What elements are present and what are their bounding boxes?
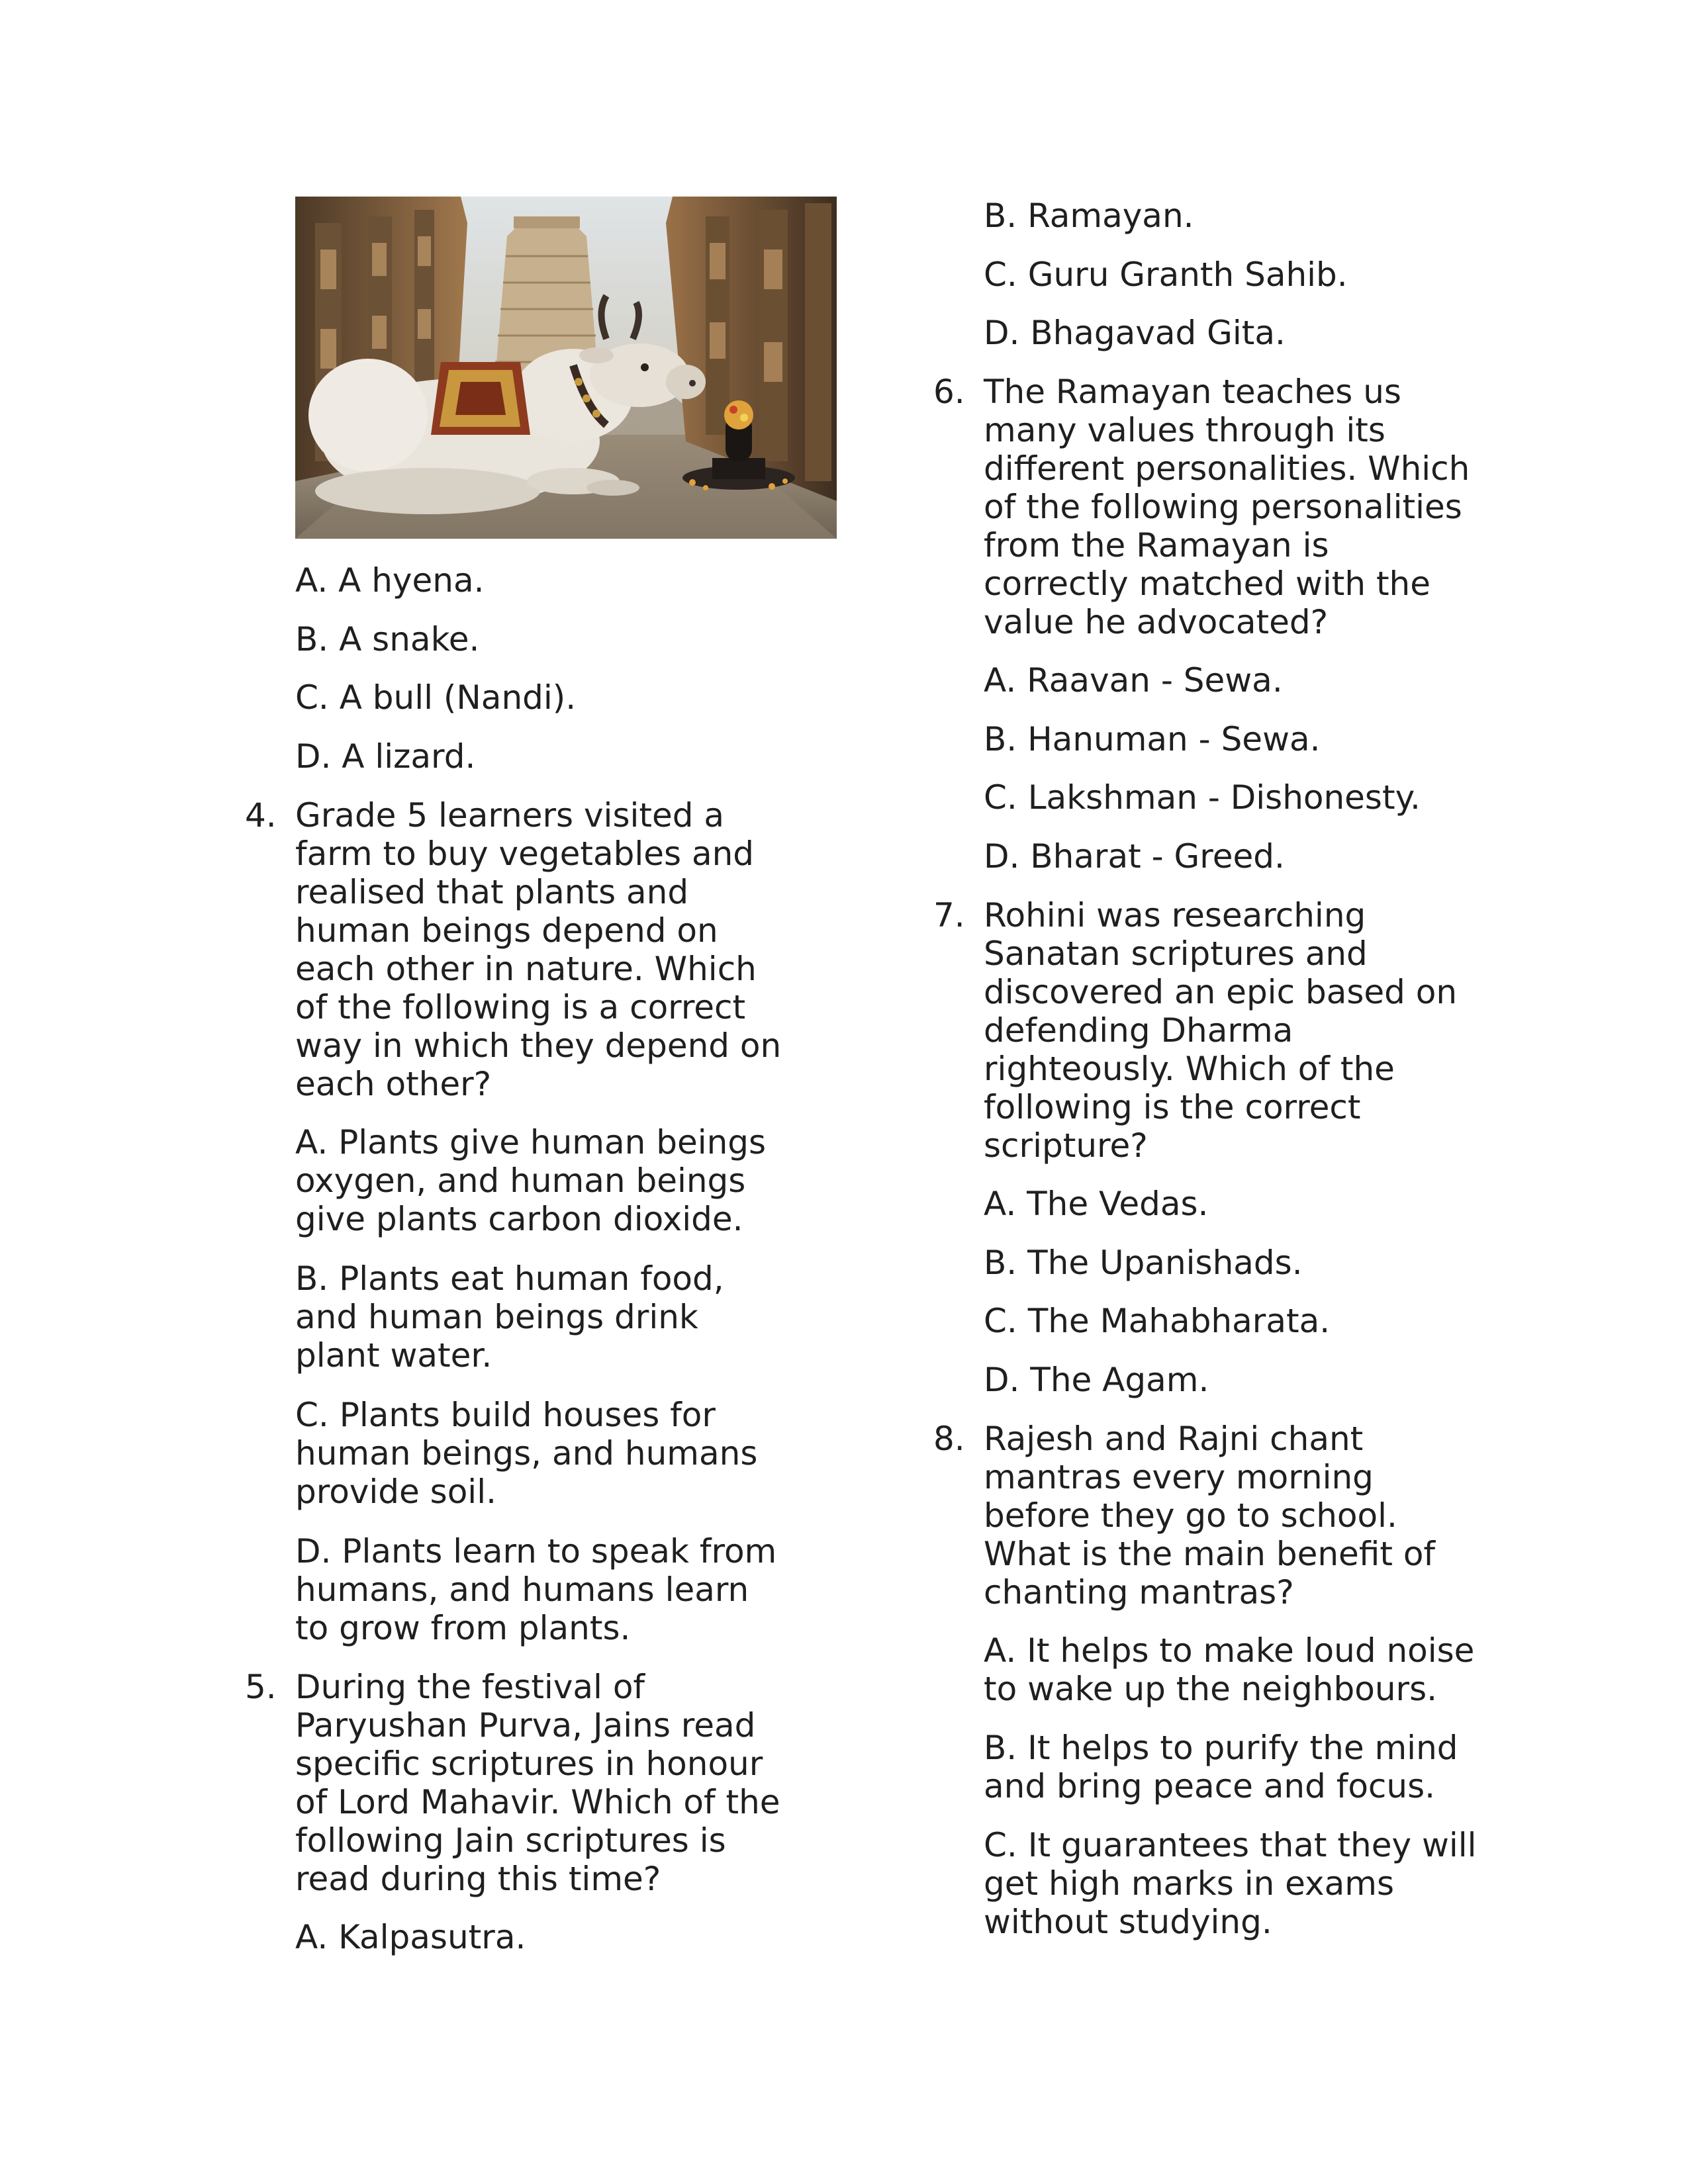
q4-option-b[interactable]: B. Plants eat human food, and human beings drink plant water. [295, 1259, 724, 1375]
q8-option-c[interactable]: C. It guarantees that they will get high marks in exams without studying. [984, 1826, 1477, 1941]
q8-option-b[interactable]: B. It helps to purify the mind and bring peace and focus. [984, 1729, 1458, 1805]
q6-option-d[interactable]: D. Bharat - Greed. [984, 837, 1285, 876]
question-4-text: Grade 5 learners visited a farm to buy vegetables and realised that plants and human beings depend on each other in nature. Which of the following is a correct way in which they depend on each other? [295, 796, 782, 1103]
q4-option-a[interactable]: A. Plants give human beings oxygen, and human beings give plants carbon dioxide. [295, 1123, 767, 1238]
question-5-number: 5. [245, 1668, 277, 1706]
q3-option-b[interactable]: B. A snake. [295, 620, 480, 659]
q6-option-c[interactable]: C. Lakshman - Dishonesty. [984, 778, 1421, 817]
q4-option-c[interactable]: C. Plants build houses for human beings, and humans provide soil. [295, 1396, 758, 1511]
q4-option-d[interactable]: D. Plants learn to speak from humans, and humans learn to grow from plants. [295, 1532, 777, 1647]
question-8-number: 8. [933, 1420, 965, 1458]
question-5-text: During the festival of Paryushan Purva, Jains read specific scriptures in honour of Lord Mahavir. Which of the following Jain scriptures is read during this time? [295, 1668, 780, 1898]
q3-option-c[interactable]: C. A bull (Nandi). [295, 678, 577, 717]
q5-option-a[interactable]: A. Kalpasutra. [295, 1918, 526, 1956]
question-4-number: 4. [245, 796, 277, 835]
q5-option-b[interactable]: B. Ramayan. [984, 197, 1194, 235]
question-7-number: 7. [933, 896, 965, 934]
q6-option-b[interactable]: B. Hanuman - Sewa. [984, 720, 1321, 758]
temple-bull-photo [295, 197, 837, 539]
q5-option-c[interactable]: C. Guru Granth Sahib. [984, 255, 1348, 294]
question-6-text: The Ramayan teaches us many values through its different personalities. Which of the following personalities from the Ramayan is correctly matched with the value he advocated? [984, 373, 1470, 641]
question-7-text: Rohini was researching Sanatan scriptures and discovered an epic based on defending Dharma righteously. Which of the following is the correct scripture? [984, 896, 1458, 1165]
q6-option-a[interactable]: A. Raavan - Sewa. [984, 661, 1283, 700]
q3-option-a[interactable]: A. A hyena. [295, 561, 485, 600]
q3-option-d[interactable]: D. A lizard. [295, 737, 476, 776]
q5-option-d[interactable]: D. Bhagavad Gita. [984, 314, 1286, 352]
temple-bull-illustration [295, 197, 837, 539]
q7-option-d[interactable]: D. The Agam. [984, 1361, 1209, 1399]
q7-option-b[interactable]: B. The Upanishads. [984, 1244, 1303, 1282]
question-6-number: 6. [933, 373, 965, 411]
q8-option-a[interactable]: A. It helps to make loud noise to wake up the neighbours. [984, 1631, 1475, 1708]
q7-option-a[interactable]: A. The Vedas. [984, 1185, 1209, 1223]
question-8-text: Rajesh and Rajni chant mantras every morning before they go to school. What is the main benefit of chanting mantras? [984, 1420, 1436, 1612]
q7-option-c[interactable]: C. The Mahabharata. [984, 1302, 1331, 1340]
